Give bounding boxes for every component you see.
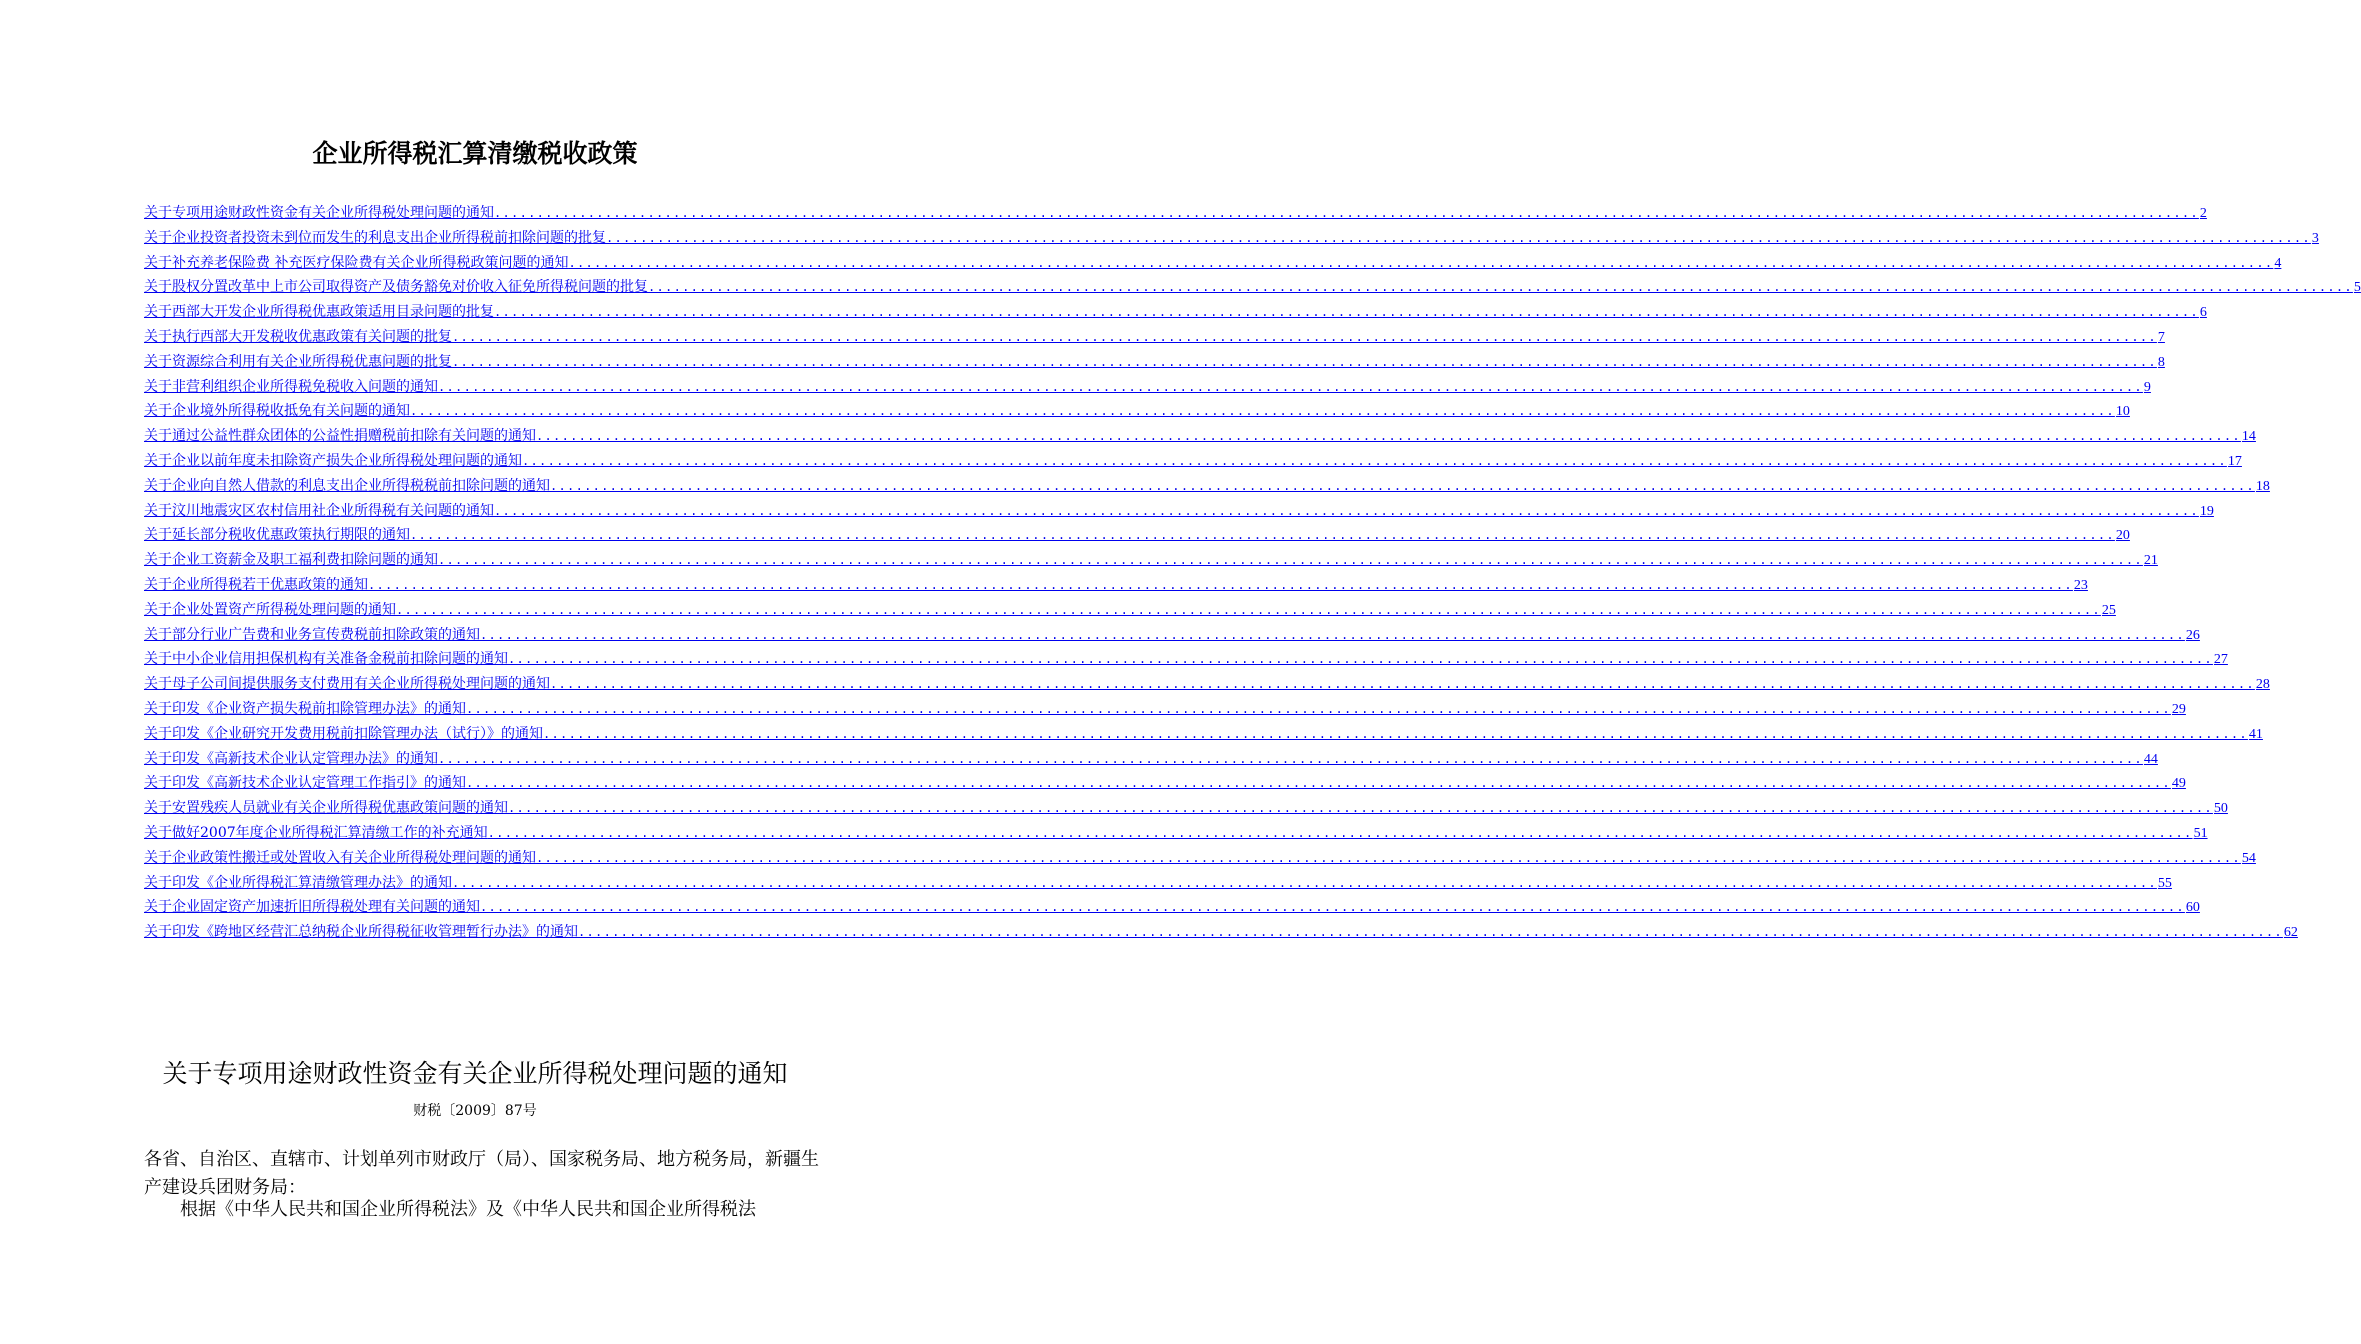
toc-page-number: 5	[2353, 280, 2361, 296]
toc-link[interactable]	[144, 300, 2207, 325]
toc-link-label: 关于印发《跨地区经营汇总纳税企业所得税征收管理暂行办法》的通知	[144, 924, 578, 941]
toc-page-number: 51	[2193, 825, 2208, 841]
toc-dot-leader: ........................................................................................................................................................................................................	[508, 652, 2213, 667]
toc-dot-leader: ........................................................................................................................................................................................................	[508, 801, 2213, 816]
toc-link[interactable]	[144, 722, 2263, 747]
toc-link[interactable]	[144, 672, 2270, 697]
toc-link[interactable]	[144, 375, 2151, 400]
toc-link[interactable]	[144, 424, 2256, 449]
toc-title: 企业所得税汇算清缴税收政策	[312, 139, 638, 168]
document-number: 财税〔2009〕87号	[413, 1103, 537, 1119]
toc-page-number: 21	[2143, 553, 2158, 569]
toc-link-label: 关于执行西部大开发税收优惠政策有关问题的批复	[144, 328, 452, 345]
toc-link[interactable]	[144, 771, 2186, 796]
toc-link-label: 关于企业投资者投资未到位而发生的利息支出企业所得税前扣除问题的批复	[144, 229, 606, 246]
toc-dot-leader: ........................................................................................................................................................................................................	[438, 553, 2143, 568]
toc-page-number: 18	[2255, 478, 2270, 494]
toc-dot-leader: ........................................................................................................................................................................................................	[368, 577, 2073, 592]
toc-dot-leader: ........................................................................................................................................................................................................	[396, 602, 2101, 617]
toc-link[interactable]	[144, 871, 2172, 896]
toc-dot-leader: ........................................................................................................................................................................................................	[494, 305, 2199, 320]
toc-dot-leader: ........................................................................................................................................................................................................	[466, 701, 2171, 716]
table-of-contents	[144, 201, 2361, 945]
toc-link-label: 关于企业工资薪金及职工福利费扣除问题的通知	[144, 552, 438, 569]
toc-page-number: 2	[2199, 206, 2207, 221]
toc-page-number: 60	[2185, 900, 2200, 916]
toc-link[interactable]	[144, 449, 2242, 474]
toc-link-label: 关于延长部分税收优惠政策执行期限的通知	[144, 527, 410, 544]
toc-link-label: 关于通过公益性群众团体的公益性捐赠税前扣除有关问题的通知	[144, 428, 536, 445]
toc-link[interactable]	[144, 275, 2361, 300]
toc-link[interactable]	[144, 796, 2228, 821]
toc-dot-leader: ........................................................................................................................................................................................................	[452, 329, 2157, 344]
document-paragraph: 根据《中华人民共和国企业所得税法》及《中华人民共和国企业所得税法	[180, 1199, 756, 1220]
toc-dot-leader: ........................................................................................................................................................................................................	[410, 404, 2115, 419]
toc-link-label: 关于做好2007年度企业所得税汇算清缴工作的补充通知	[144, 824, 488, 841]
toc-link-label: 关于资源综合利用有关企业所得税优惠问题的批复	[144, 353, 452, 370]
toc-dot-leader: ........................................................................................................................................................................................................	[536, 850, 2241, 865]
toc-page-number: 26	[2185, 627, 2200, 643]
toc-link[interactable]	[144, 499, 2214, 524]
toc-link[interactable]	[144, 325, 2165, 350]
toc-link[interactable]	[144, 647, 2228, 672]
toc-link-label: 关于安置残疾人员就业有关企业所得税优惠政策问题的通知	[144, 800, 508, 817]
toc-link[interactable]	[144, 623, 2200, 648]
toc-link[interactable]	[144, 573, 2088, 598]
toc-link[interactable]	[144, 598, 2116, 623]
toc-dot-leader: ........................................................................................................................................................................................................	[438, 379, 2143, 394]
toc-page-number: 25	[2101, 602, 2116, 618]
toc-link-label: 关于企业固定资产加速折旧所得税处理有关问题的通知	[144, 899, 480, 916]
toc-page-number: 19	[2199, 503, 2214, 519]
document-title: 关于专项用途财政性资金有关企业所得税处理问题的通知	[162, 1059, 788, 1088]
toc-link-label: 关于西部大开发企业所得税优惠政策适用目录问题的批复	[144, 304, 494, 321]
toc-dot-leader: ........................................................................................................................................................................................................	[568, 255, 2274, 270]
toc-link[interactable]	[144, 226, 2319, 251]
toc-page-number: 29	[2171, 701, 2186, 717]
toc-page-number: 6	[2199, 305, 2207, 321]
toc-dot-leader: ........................................................................................................................................................................................................	[480, 627, 2185, 642]
toc-link-label: 关于企业以前年度未扣除资产损失企业所得税处理问题的通知	[144, 452, 522, 469]
toc-link[interactable]	[144, 747, 2158, 772]
toc-link-label: 关于部分行业广告费和业务宣传费税前扣除政策的通知	[144, 626, 480, 643]
toc-dot-leader: ........................................................................................................................................................................................................	[550, 677, 2255, 692]
toc-link-label: 关于股权分置改革中上市公司取得资产及债务豁免对价收入征免所得税问题的批复	[144, 279, 648, 296]
toc-dot-leader: ........................................................................................................................................................................................................	[648, 280, 2353, 295]
toc-link-label: 关于企业所得税若干优惠政策的通知	[144, 576, 368, 593]
toc-page-number: 4	[2274, 255, 2282, 271]
toc-page-number: 17	[2227, 453, 2242, 469]
toc-link[interactable]	[144, 251, 2282, 276]
document-addressee: 各省、自治区、直辖市、计划单列市财政厅（局）、国家税务局、地方税务局，新疆生产建设兵团财务局：	[144, 1149, 819, 1198]
toc-page-number: 8	[2157, 354, 2165, 370]
toc-dot-leader: ........................................................................................................................................................................................................	[550, 478, 2255, 493]
toc-link-label: 关于中小企业信用担保机构有关准备金税前扣除问题的通知	[144, 651, 508, 668]
toc-link[interactable]	[144, 201, 2207, 226]
toc-link[interactable]	[144, 821, 2208, 846]
toc-dot-leader: ........................................................................................................................................................................................................	[522, 453, 2227, 468]
toc-page-number: 20	[2115, 528, 2130, 544]
toc-dot-leader: ........................................................................................................................................................................................................	[543, 726, 2248, 741]
toc-link[interactable]	[144, 523, 2130, 548]
toc-link-label: 关于企业处置资产所得税处理问题的通知	[144, 601, 396, 618]
toc-dot-leader: ........................................................................................................................................................................................................	[438, 751, 2143, 766]
toc-page-number: 7	[2157, 329, 2165, 345]
toc-dot-leader: ........................................................................................................................................................................................................	[494, 503, 2199, 518]
toc-page-number: 27	[2213, 652, 2228, 668]
toc-link[interactable]	[144, 350, 2165, 375]
toc-link-label: 关于印发《高新技术企业认定管理工作指引》的通知	[144, 775, 466, 792]
toc-page-number: 41	[2248, 726, 2263, 742]
toc-link-label: 关于补充养老保险费 补充医疗保险费有关企业所得税政策问题的通知	[144, 254, 569, 271]
toc-page-number: 10	[2115, 404, 2130, 420]
toc-page-number: 23	[2073, 577, 2088, 593]
toc-dot-leader: ........................................................................................................................................................................................................	[410, 528, 2115, 543]
toc-dot-leader: ........................................................................................................................................................................................................	[606, 230, 2311, 245]
toc-page-number: 55	[2157, 875, 2172, 891]
toc-link[interactable]	[144, 697, 2186, 722]
toc-page-number: 50	[2213, 801, 2228, 817]
toc-dot-leader: ........................................................................................................................................................................................................	[452, 875, 2157, 890]
toc-link-label: 关于企业政策性搬迁或处置收入有关企业所得税处理问题的通知	[144, 849, 536, 866]
toc-link-label: 关于印发《企业研究开发费用税前扣除管理办法（试行）》的通知	[144, 725, 543, 742]
toc-page-number: 14	[2241, 429, 2256, 445]
toc-dot-leader: ........................................................................................................................................................................................................	[466, 776, 2171, 791]
toc-link-label: 关于非营利组织企业所得税免税收入问题的通知	[144, 378, 438, 395]
toc-link[interactable]	[144, 474, 2270, 499]
toc-page-number: 28	[2255, 677, 2270, 693]
toc-dot-leader: ........................................................................................................................................................................................................	[480, 900, 2185, 915]
toc-page-number: 49	[2171, 776, 2186, 792]
toc-link[interactable]	[144, 920, 2298, 945]
toc-link-label: 关于母子公司间提供服务支付费用有关企业所得税处理问题的通知	[144, 676, 550, 693]
toc-link-label: 关于汶川地震灾区农村信用社企业所得税有关问题的通知	[144, 502, 494, 519]
toc-link-label: 关于专项用途财政性资金有关企业所得税处理问题的通知	[144, 205, 494, 221]
toc-link-label: 关于印发《高新技术企业认定管理办法》的通知	[144, 750, 438, 767]
toc-page-number: 54	[2241, 850, 2256, 866]
toc-link[interactable]	[144, 399, 2130, 424]
toc-link[interactable]	[144, 846, 2256, 871]
toc-page-number: 44	[2143, 751, 2158, 767]
toc-link-label: 关于企业境外所得税收抵免有关问题的通知	[144, 403, 410, 420]
toc-link-label: 关于印发《企业资产损失税前扣除管理办法》的通知	[144, 700, 466, 717]
toc-link[interactable]	[144, 895, 2200, 920]
toc-dot-leader: ........................................................................................................................................................................................................	[536, 429, 2241, 444]
toc-link-label: 关于印发《企业所得税汇算清缴管理办法》的通知	[144, 874, 452, 891]
toc-page-number: 62	[2283, 925, 2298, 941]
toc-dot-leader: ........................................................................................................................................................................................................	[578, 925, 2283, 940]
toc-dot-leader: ........................................................................................................................................................................................................	[494, 206, 2199, 220]
toc-page-number: 3	[2311, 230, 2319, 246]
toc-dot-leader: ........................................................................................................................................................................................................	[452, 354, 2157, 369]
toc-link[interactable]	[144, 548, 2158, 573]
toc-link-label: 关于企业向自然人借款的利息支出企业所得税税前扣除问题的通知	[144, 477, 550, 494]
toc-dot-leader: ........................................................................................................................................................................................................	[487, 825, 2193, 840]
toc-page-number: 9	[2143, 379, 2151, 395]
